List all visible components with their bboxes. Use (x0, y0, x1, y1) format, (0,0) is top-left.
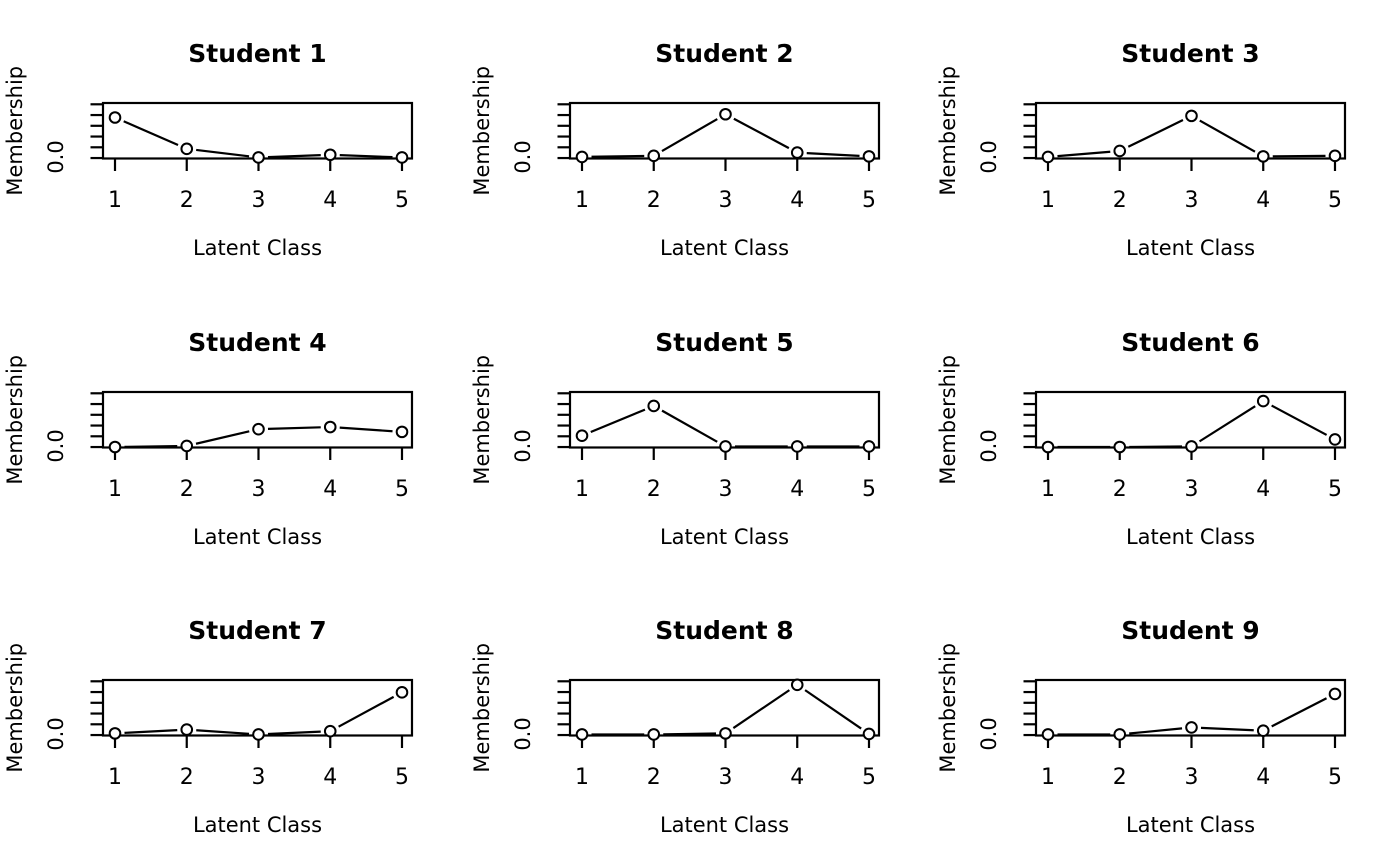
data-point (648, 729, 659, 740)
plot-svg-student-6 (933, 289, 1400, 578)
series-segment (340, 427, 393, 431)
series-segment (1201, 728, 1254, 730)
series-segment (1130, 729, 1183, 734)
panel-title: Student 7 (188, 616, 327, 646)
y-axis-label: Membership (469, 354, 494, 485)
x-tick-label: 5 (861, 476, 876, 502)
x-tick-label: 5 (861, 765, 876, 791)
plot-svg-student-5 (467, 289, 934, 578)
series-segment (734, 119, 789, 148)
panel-student-3 (933, 0, 1400, 289)
data-point (863, 151, 874, 162)
x-tick-label: 3 (1184, 187, 1199, 213)
data-point (110, 112, 121, 123)
series-segment (1129, 120, 1184, 147)
x-tick-label: 5 (1328, 476, 1343, 502)
data-point (110, 441, 121, 452)
x-tick-label: 2 (179, 765, 194, 791)
data-point (181, 440, 192, 451)
y-tick-zero-label: 0.0 (44, 717, 69, 752)
x-tick-label: 1 (107, 476, 122, 502)
series-segment (662, 410, 717, 441)
panel-title: Student 2 (654, 38, 794, 68)
data-point (720, 441, 731, 452)
panel-title: Student 5 (654, 327, 794, 357)
y-tick-zero-label: 0.0 (977, 428, 1002, 463)
series-segment (1200, 121, 1255, 152)
panel-student-8 (467, 577, 934, 866)
series-segment (196, 731, 249, 735)
data-point (397, 426, 408, 437)
x-axis-label: Latent Class (659, 235, 789, 260)
x-tick-label: 2 (646, 765, 661, 791)
series-segment (733, 690, 789, 728)
x-axis-label: Latent Class (192, 813, 323, 838)
data-point (397, 687, 408, 698)
series-segment (662, 119, 717, 151)
x-tick-label: 1 (1041, 765, 1056, 791)
plot-box (103, 680, 412, 735)
y-tick-zero-label: 0.0 (977, 140, 1002, 174)
panel-title: Student 3 (1121, 38, 1261, 68)
panel-student-6 (933, 289, 1400, 578)
x-tick-label: 2 (646, 476, 661, 502)
x-tick-label: 5 (1328, 187, 1343, 213)
series-segment (196, 431, 249, 443)
series-segment (805, 690, 861, 728)
series-segment (340, 155, 393, 157)
panel-student-1 (0, 0, 467, 289)
x-tick-label: 3 (1184, 476, 1199, 502)
x-tick-label: 4 (1256, 765, 1271, 791)
y-axis-label: Membership (469, 65, 494, 196)
x-tick-label: 3 (251, 476, 266, 502)
series-segment (124, 446, 177, 447)
x-tick-label: 2 (1113, 476, 1128, 502)
x-tick-label: 2 (179, 476, 194, 502)
data-point (1115, 146, 1126, 157)
x-tick-label: 3 (1184, 765, 1199, 791)
x-tick-label: 3 (718, 476, 733, 502)
x-tick-label: 1 (1041, 476, 1056, 502)
data-point (576, 152, 587, 163)
panel-student-5 (467, 289, 934, 578)
x-tick-label: 2 (179, 187, 194, 213)
data-point (1043, 729, 1054, 740)
x-tick-label: 1 (107, 187, 122, 213)
data-point (325, 421, 336, 432)
plot-box (103, 392, 412, 447)
data-point (720, 109, 731, 120)
panel-title: Student 9 (1121, 616, 1261, 646)
x-tick-label: 4 (1256, 187, 1271, 213)
series-segment (591, 156, 644, 157)
y-axis-label: Membership (469, 643, 494, 773)
data-point (325, 726, 336, 737)
data-point (1258, 395, 1269, 406)
data-point (181, 144, 192, 155)
y-tick-zero-label: 0.0 (510, 717, 535, 752)
y-tick-zero-label: 0.0 (44, 428, 69, 463)
data-point (1115, 729, 1126, 740)
x-axis-label: Latent Class (659, 813, 789, 838)
data-point (720, 728, 731, 739)
y-axis-label: Membership (3, 643, 28, 773)
y-axis-label: Membership (3, 354, 28, 485)
x-tick-label: 4 (789, 187, 804, 213)
data-point (863, 729, 874, 740)
panel-student-2 (467, 0, 934, 289)
series-segment (124, 730, 177, 733)
data-point (253, 152, 264, 163)
plot-svg-student-9 (933, 577, 1400, 866)
x-tick-label: 1 (107, 765, 122, 791)
data-point (648, 151, 659, 162)
x-tick-label: 4 (323, 187, 338, 213)
series-segment (806, 153, 859, 156)
x-tick-label: 4 (323, 765, 338, 791)
data-point (792, 680, 803, 691)
x-tick-label: 1 (1041, 187, 1056, 213)
series-segment (268, 732, 321, 734)
x-tick-label: 5 (394, 476, 409, 502)
x-tick-label: 4 (1256, 476, 1271, 502)
x-tick-label: 4 (323, 476, 338, 502)
y-tick-zero-label: 0.0 (44, 140, 69, 174)
data-point (576, 729, 587, 740)
data-point (1330, 689, 1341, 700)
data-point (1115, 441, 1126, 452)
x-tick-label: 2 (1113, 187, 1128, 213)
data-point (1330, 151, 1341, 162)
data-point (576, 430, 587, 441)
x-tick-label: 5 (394, 765, 409, 791)
data-point (397, 152, 408, 163)
plot-svg-student-2 (467, 0, 934, 289)
series-segment (268, 427, 321, 429)
x-tick-label: 5 (394, 187, 409, 213)
y-tick-zero-label: 0.0 (510, 140, 535, 174)
plot-svg-student-7 (0, 577, 467, 866)
data-point (110, 728, 121, 739)
data-point (1187, 441, 1198, 452)
x-tick-label: 1 (574, 187, 589, 213)
data-point (648, 400, 659, 411)
series-segment (124, 121, 178, 145)
x-tick-label: 4 (789, 765, 804, 791)
x-axis-label: Latent Class (192, 235, 323, 260)
series-segment (1058, 152, 1111, 156)
x-tick-label: 3 (251, 187, 266, 213)
y-axis-label: Membership (936, 65, 961, 196)
y-tick-zero-label: 0.0 (977, 717, 1002, 752)
y-axis-label: Membership (936, 643, 961, 773)
x-tick-label: 5 (861, 187, 876, 213)
x-tick-label: 2 (1113, 765, 1128, 791)
x-tick-label: 3 (251, 765, 266, 791)
data-point (792, 147, 803, 158)
y-axis-label: Membership (3, 65, 28, 196)
x-tick-label: 3 (718, 187, 733, 213)
data-point (253, 729, 264, 740)
data-point (1187, 722, 1198, 733)
panel-title: Student 6 (1121, 327, 1261, 357)
data-point (325, 149, 336, 160)
data-point (1258, 726, 1269, 737)
y-axis-label: Membership (936, 354, 961, 485)
series-segment (663, 734, 716, 735)
plot-svg-student-1 (0, 0, 467, 289)
data-point (1258, 151, 1269, 162)
data-point (792, 441, 803, 452)
x-axis-label: Latent Class (659, 524, 789, 549)
data-point (1187, 111, 1198, 122)
x-tick-label: 1 (574, 476, 589, 502)
series-segment (339, 697, 394, 727)
data-point (1043, 441, 1054, 452)
series-segment (1200, 406, 1256, 441)
plot-box (103, 103, 412, 158)
series-segment (196, 150, 249, 156)
series-segment (590, 409, 644, 431)
plot-svg-student-3 (933, 0, 1400, 289)
panel-title: Student 1 (188, 38, 327, 68)
x-axis-label: Latent Class (1126, 524, 1256, 549)
y-tick-zero-label: 0.0 (510, 428, 535, 463)
data-point (1043, 152, 1054, 163)
panel-student-9 (933, 577, 1400, 866)
data-point (253, 424, 264, 435)
x-tick-label: 4 (789, 476, 804, 502)
plot-box (570, 392, 879, 447)
plot-svg-student-8 (467, 577, 934, 866)
series-segment (1272, 699, 1327, 727)
x-axis-label: Latent Class (1126, 813, 1256, 838)
x-tick-label: 5 (1328, 765, 1343, 791)
x-tick-label: 2 (646, 187, 661, 213)
panel-title: Student 4 (188, 327, 327, 357)
panel-student-4 (0, 289, 467, 578)
data-point (1330, 434, 1341, 445)
x-tick-label: 1 (574, 765, 589, 791)
plot-svg-student-4 (0, 289, 467, 578)
data-point (181, 725, 192, 736)
panel-student-7 (0, 577, 467, 866)
panel-title: Student 8 (654, 616, 794, 646)
x-tick-label: 3 (718, 765, 733, 791)
data-point (863, 441, 874, 452)
x-axis-label: Latent Class (192, 524, 323, 549)
x-axis-label: Latent Class (1126, 235, 1256, 260)
series-segment (268, 155, 321, 157)
series-segment (1272, 405, 1327, 434)
